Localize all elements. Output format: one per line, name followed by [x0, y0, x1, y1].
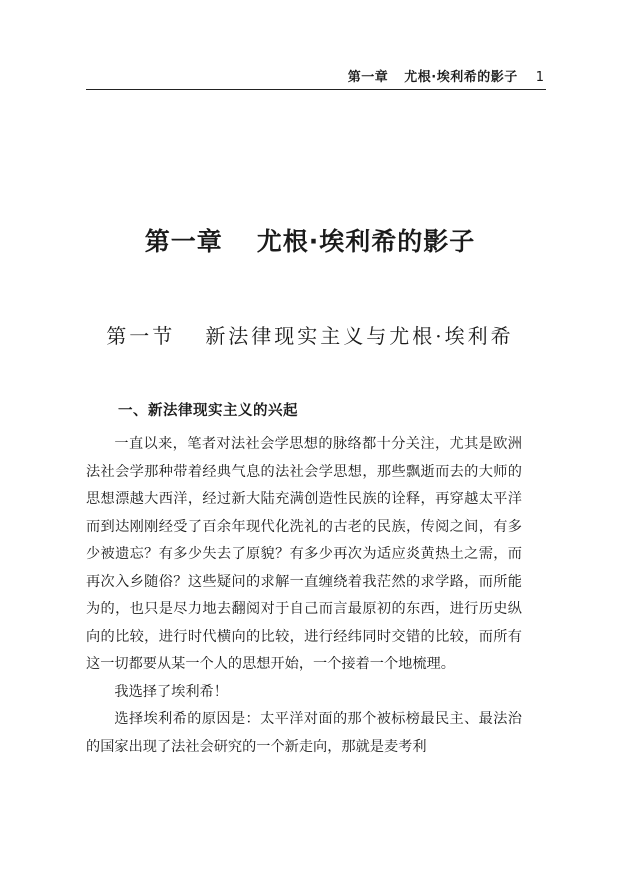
paragraph: 选择埃利希的原因是：太平洋对面的那个被标榜最民主、最法治的国家出现了法社会研究的一个新走向，那就是麦考利	[86, 711, 522, 755]
section-title: 新法律现实主义与尤根·埃利希	[205, 324, 514, 348]
header-chapter-label: 第一章	[347, 70, 389, 85]
chapter-heading	[0, 222, 620, 258]
section-heading	[0, 320, 620, 349]
paragraph: 我选择了埃利希！	[114, 683, 228, 700]
chapter-title: 尤根·埃利希的影子	[256, 227, 476, 256]
header-divider	[86, 89, 546, 90]
paragraph: 一直以来，笔者对法社会学思想的脉络都十分关注，尤其是欧洲法社会学那种带着经典气息的法社会学思想，那些飘逝而去的大师的思想漂越大西洋，经过新大陆充满创造性民族的诠释，再穿越太平洋而到达刚刚经受了百余年现代化洗礼的古老的民族，传阅之间，有多少被遗忘？有多少失去了原貌？有多少再次为适应炎黄热土之需，而再次入乡随俗？这些疑问的求解一直缠绕着我茫然的求学路，而所能为的，也只是尽力地去翻阅对于自己而言最原初的东西，进行历史纵向的比较，进行时代横向的比较，进行经纬同时交错的比较，而所有这一切都要从某一个人的思想开始，一个接着一个地梳理。	[86, 436, 522, 672]
page-number: 1	[535, 70, 544, 85]
body-text	[86, 431, 522, 761]
section-number: 第一节	[106, 324, 176, 348]
subsection-heading: 一、新法律现实主义的兴起	[118, 403, 298, 419]
header-chapter-title: 尤根·埃利希的影子	[404, 70, 518, 85]
chapter-number: 第一章	[144, 227, 223, 256]
running-header	[348, 66, 544, 85]
